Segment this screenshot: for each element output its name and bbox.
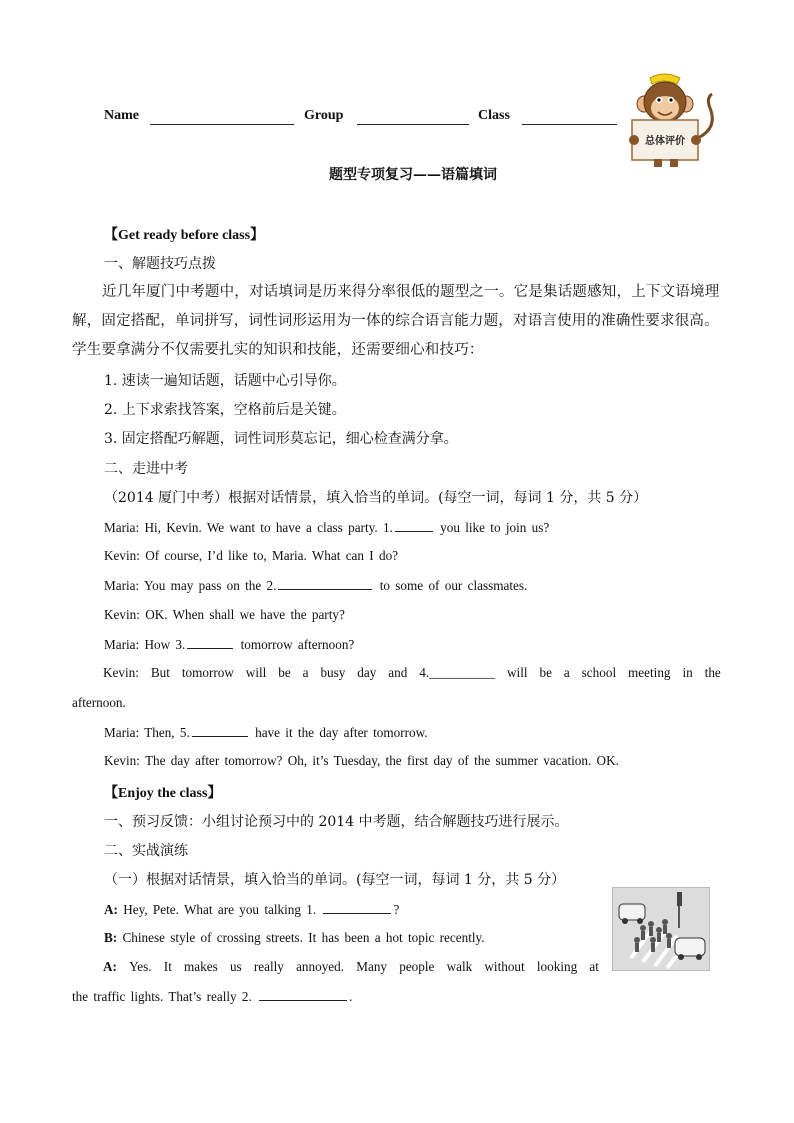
dialogue-line: Kevin: Of course, I’d like to, Maria. What can I do? [104, 548, 399, 563]
dialogue-text: Hey, Pete. What are you talking 1. [117, 902, 322, 917]
word: and [388, 665, 408, 680]
word: Kevin: [103, 665, 139, 680]
blank-4[interactable]: 4.__________ [419, 665, 496, 680]
dialogue-line [104, 636, 354, 653]
word: school [581, 665, 617, 680]
dialogue-line [104, 724, 428, 741]
word: meeting [628, 665, 671, 680]
word: annoyed. [296, 959, 345, 974]
word: at [589, 959, 599, 974]
dialogue-text: have it the day after tomorrow. [249, 725, 428, 740]
word: a [563, 665, 570, 680]
instruction-2014: （2014 厦门中考）根据对话情景，填入恰当的单词。(每空一词，每词 1 分，共 5 分） [104, 490, 648, 506]
class-field[interactable] [522, 124, 617, 125]
tip-item: 3. 固定搭配巧解题，词性词形莫忘记，细心检查满分拿。 [104, 431, 458, 447]
dialogue-text: to some of our classmates. [374, 578, 528, 593]
word: be [278, 665, 291, 680]
dialogue-text: Maria: Hi, Kevin. We want to have a class party. 1. [104, 520, 393, 535]
dialogue-text: ? [393, 902, 400, 917]
word: Many [356, 959, 388, 974]
word: in [682, 665, 693, 680]
crossing-street-image [612, 887, 710, 971]
dialogue-text: the traffic lights. That’s really 2. [72, 989, 258, 1004]
dialogue-line [104, 577, 527, 594]
dialogue-line: Kevin: OK. When shall we have the party? [104, 607, 345, 622]
word: walk [446, 959, 473, 974]
class-label: Class [478, 108, 510, 123]
blank-3[interactable] [187, 636, 233, 649]
name-label: Name [104, 108, 139, 123]
dialogue-text: Chinese style of crossing streets. It has been a hot topic recently. [117, 930, 485, 945]
monkey-evaluation-badge [622, 68, 720, 168]
word: busy [320, 665, 346, 680]
subsection-1: （一）根据对话情景，填入恰当的单词。(每空一词，每词 1 分，共 5 分） [104, 872, 566, 888]
dialogue-line [104, 930, 485, 946]
group-field[interactable] [357, 124, 469, 125]
dialogue-line [104, 519, 549, 536]
dialogue-text: you like to join us? [434, 520, 550, 535]
part1-feedback: 一、预习反馈：小组讨论预习中的 2014 中考题，结合解题技巧进行展示。 [104, 814, 569, 830]
dialogue-text: Maria: You may pass on the 2. [104, 578, 277, 593]
dialogue-line [104, 901, 399, 918]
dialogue-line-justified [103, 959, 599, 975]
dialogue-line [72, 988, 352, 1005]
word: people [399, 959, 435, 974]
monkey-icon [622, 68, 720, 168]
dialogue-line: afternoon. [72, 695, 126, 710]
dialogue-text: . [349, 989, 353, 1004]
dialogue-text: Maria: Then, 5. [104, 725, 190, 740]
word: makes [184, 959, 218, 974]
intro-paragraph: 近几年厦门中考题中，对话填词是历来得分率很低的题型之一。它是集话题感知，上下文语境理解，固定搭配，单词拼写，词性词形运用为一体的综合语言能力题，对语言使用的准确性要求很高。学生要拿满分不仅需要扎实的知识和技能，还需要细心和技巧： [72, 284, 720, 358]
dialogue-text: Maria: How 3. [104, 637, 186, 652]
dialogue-line-justified [103, 665, 721, 681]
tip-item: 1. 速读一遍知话题，话题中心引导你。 [104, 373, 346, 389]
blank-2[interactable] [278, 577, 372, 590]
speaker-label: A: [104, 902, 118, 917]
word: will [245, 665, 267, 680]
part2-practice: 二、实战演练 [104, 843, 188, 859]
word: day [357, 665, 377, 680]
dialogue-line: Kevin: The day after tomorrow? Oh, it’s Tuesday, the first day of the summer vacation. OK. [104, 753, 619, 768]
blank-1b[interactable] [323, 901, 391, 914]
word: be [539, 665, 552, 680]
blank-2b[interactable] [259, 988, 347, 1001]
word: It [163, 959, 172, 974]
speaker-label: B: [104, 930, 118, 945]
traffic-crossing-icon [613, 888, 709, 970]
section-heading-get-ready: 【Get ready before class】 [104, 228, 265, 243]
blank-5[interactable] [192, 724, 248, 737]
part2-title: 二、走进中考 [104, 461, 188, 477]
word: a [302, 665, 309, 680]
word: without [484, 959, 525, 974]
word: the [704, 665, 721, 680]
word: really [253, 959, 284, 974]
badge-text: 总体评价 [645, 136, 685, 147]
speaker-label: A: [103, 959, 117, 974]
word: Yes. [129, 959, 152, 974]
word: us [229, 959, 242, 974]
blank-1[interactable] [395, 519, 433, 532]
word: looking [536, 959, 578, 974]
part1-title: 一、解题技巧点拨 [104, 256, 216, 272]
page-title: 题型专项复习——语篇填词 [329, 167, 497, 183]
name-field[interactable] [150, 124, 294, 125]
word: tomorrow [181, 665, 234, 680]
dialogue-text: tomorrow afternoon? [235, 637, 355, 652]
word: But [150, 665, 170, 680]
group-label: Group [304, 108, 344, 123]
section-heading-enjoy: 【Enjoy the class】 [104, 786, 222, 801]
tip-item: 2. 上下求索找答案，空格前后是关键。 [104, 402, 346, 418]
word: will [507, 665, 528, 680]
